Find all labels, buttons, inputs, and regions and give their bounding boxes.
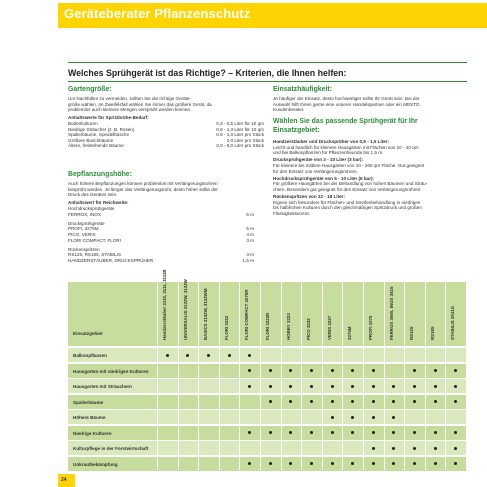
text-line: besprüht werden. Je länger das Verlängerungsrohr, desto höher sollte der — [68, 186, 218, 192]
matrix-column-header — [263, 284, 277, 342]
matrix-dot — [310, 369, 313, 372]
matrix-column-divider — [157, 282, 158, 470]
matrix-dot — [434, 431, 437, 434]
block-line: Eignen sich besonders für Flächen- und Streifenbehandlung in niedrigen — [273, 199, 421, 205]
matrix-dot — [351, 416, 354, 419]
matrix-dot — [248, 354, 251, 357]
matrix-dot — [269, 462, 272, 465]
matrix-dot — [269, 369, 272, 372]
block-title: Rückenspritzen von 12 - 18 Liter: — [273, 193, 345, 199]
text-line: Kundenberater. — [273, 107, 305, 113]
matrix-dot — [372, 385, 375, 388]
matrix-corner-label: Einsatzgebiet — [73, 331, 103, 336]
matrix-column-label: RS125 — [409, 326, 415, 340]
text-line: Je häufiger der Einsatz, desto hochwertiger sollte Ihr Gerät sein. Bei der — [273, 96, 420, 101]
table-row-key: Größere Buschbäume — [68, 137, 114, 143]
matrix-dot — [434, 400, 437, 403]
matrix-row — [68, 348, 467, 362]
matrix-column-divider — [445, 282, 446, 470]
matrix-column-divider — [466, 282, 467, 470]
matrix-dot — [392, 385, 395, 388]
block-title: Handzerstäuber und Drucksprüher von 0,5 - 1,5 Liter: — [273, 139, 390, 144]
matrix-dot — [454, 385, 457, 388]
matrix-column-divider — [363, 282, 364, 470]
matrix-dot — [392, 431, 395, 434]
matrix-column-label: UNIVERSALIS 3132W, 3133W — [182, 279, 188, 340]
matrix-dot — [310, 462, 313, 465]
matrix-dot — [331, 462, 334, 465]
matrix-dot — [207, 354, 210, 357]
table-row-key: FERROX, INOX — [68, 211, 101, 217]
matrix-column-header — [181, 279, 195, 342]
matrix-dot — [413, 447, 416, 450]
device-matrix — [68, 269, 467, 470]
matrix-dot — [248, 385, 251, 388]
table-row-value: 4 m — [246, 231, 254, 237]
text-line: Um Nachfüllen zu vermeiden, sollten Sie die richtige Geräte- — [68, 96, 192, 101]
matrix-row-label: Kulturpflege in der Forstwirtschaft — [73, 446, 149, 451]
matrix-dot — [331, 369, 334, 372]
table-row-key: Spalierbäume, Spindelbüsche — [68, 132, 130, 138]
matrix-row-label: Hausgarten mit niedrigen Kulturen — [73, 368, 149, 374]
matrix-column-label: HOBBY 3223 — [285, 313, 291, 340]
matrix-dot — [413, 462, 416, 465]
matrix-dot — [269, 400, 272, 403]
matrix-dot — [351, 369, 354, 372]
matrix-column-label: FLORI 3232 — [223, 315, 229, 340]
table-row-value: 0,3 - 0,5 Liter für 10 qm — [216, 121, 264, 126]
matrix-dot — [269, 385, 272, 388]
matrix-row — [68, 426, 467, 440]
matrix-row — [68, 410, 467, 424]
matrix-dot — [248, 462, 251, 465]
matrix-column-label: 3275M — [347, 326, 353, 340]
matrix-column-header — [222, 284, 236, 342]
matrix-dot — [289, 431, 292, 434]
matrix-column-header — [304, 284, 318, 342]
matrix-dot — [372, 369, 375, 372]
table-row-key: FLORI COMPACT, FLORI — [68, 237, 122, 243]
table-row-value: 1,5 m — [242, 257, 254, 263]
matrix-dot — [351, 385, 354, 388]
bepflanzung-text — [68, 181, 218, 198]
matrix-dot — [310, 431, 313, 434]
matrix-row-label: Spalierbäume — [73, 399, 104, 405]
matrix-dot — [392, 462, 395, 465]
table-row-value: 3,0 - 5,0 Liter pro Stück — [216, 143, 264, 149]
matrix-column-header — [387, 284, 401, 342]
table-row-value: 0,5 - 1,0 Liter pro Stück — [216, 132, 264, 138]
matrix-column-label: Handzerstäuber 3110, 3111, 3111B — [162, 269, 167, 340]
matrix-column-label: BASICS 3132W, 3132WM — [203, 288, 209, 340]
matrix-column-label: PICO 3232 — [306, 318, 312, 340]
text-line: Druck des Gerätes sein. — [68, 192, 118, 198]
matrix-column-divider — [301, 282, 302, 470]
matrix-column-divider — [219, 282, 220, 470]
block-title: Hochdrucksprühgeräte von 5 - 10 Liter (6 bar): — [273, 175, 375, 181]
matrix-row — [68, 457, 467, 471]
matrix-row-label: Hausgarten mit Sträuchern — [73, 384, 132, 389]
text-line: Auch höhere Bepflanzungen können problemlos mit Verlängerungsrohren — [68, 181, 218, 186]
matrix-dot — [413, 369, 416, 372]
matrix-dot — [372, 416, 375, 419]
matrix-dot — [186, 354, 189, 357]
group-title: Drucksprühgeräte — [68, 220, 105, 226]
block-line: bis halbhohen Kulturen durch den gleichmäßigen Spritzdruck und großen — [273, 205, 422, 211]
matrix-dot — [351, 431, 354, 434]
page-title: Geräteberater Pflanzenschutz — [64, 6, 251, 21]
matrix-dot — [310, 400, 313, 403]
matrix-column-header — [201, 284, 215, 342]
einsatzhaeufigkeit-heading: Einsatzhäufigkeit: — [273, 86, 332, 93]
matrix-dot — [372, 447, 375, 450]
matrix-column-divider — [384, 282, 385, 470]
matrix-row — [68, 441, 467, 455]
page-number-box — [58, 474, 75, 487]
matrix-dot — [331, 431, 334, 434]
matrix-column-label: FLORI COMPACT 3270R — [244, 289, 250, 340]
top-rule — [68, 62, 467, 63]
matrix-dot — [434, 369, 437, 372]
matrix-dot — [289, 462, 292, 465]
matrix-dot — [413, 385, 416, 388]
bepflanzung-heading: Bepflanzungshöhe: — [68, 171, 132, 178]
matrix-row — [68, 395, 467, 409]
matrix-dot — [372, 400, 375, 403]
group-title: Rückenspritzen — [68, 246, 100, 252]
einsatzgebiet-heading-2: Einsatzgebiet: — [273, 127, 320, 134]
table-row-value: 3 m — [246, 252, 254, 258]
matrix-dot — [454, 462, 457, 465]
matrix-dot — [331, 385, 334, 388]
matrix-column-label: FLORI 3232R — [265, 312, 270, 340]
matrix-column-header — [284, 284, 298, 342]
matrix-dot — [413, 400, 416, 403]
matrix-row-label: Balkonpflanzen — [73, 353, 107, 358]
table-row-value: 0,8 - 1,3 Liter für 10 qm — [216, 126, 264, 132]
matrix-column-label: PROFI 3270 — [368, 315, 373, 340]
matrix-dot — [454, 369, 457, 372]
matrix-column-header — [428, 284, 442, 342]
matrix-column-header — [366, 284, 380, 342]
block-line: Leicht und handlich für kleinere Hausgärten mit Flächen von 10 - 40 qm — [273, 144, 419, 150]
gartengroesse-heading: Gartengröße: — [68, 86, 112, 93]
matrix-column-divider — [260, 282, 261, 470]
matrix-dot — [392, 447, 395, 450]
matrix-row — [68, 364, 467, 378]
gartengroesse-text — [68, 96, 212, 113]
matrix-column-label: STABILIS 3541G — [450, 305, 456, 340]
matrix-dot — [454, 431, 457, 434]
table-row-value: 2,0 Liter pro Stück — [226, 137, 264, 143]
matrix-dot — [372, 431, 375, 434]
matrix-dot — [351, 462, 354, 465]
block-line: Flüssigkeitsvorrat. — [273, 210, 311, 216]
matrix-dot — [248, 431, 251, 434]
matrix-column-header — [407, 284, 421, 342]
header-banner — [58, 3, 487, 28]
matrix-dot — [434, 462, 437, 465]
matrix-dot — [248, 369, 251, 372]
matrix-column-header — [242, 284, 256, 342]
table-row-key: PROFI, 3275M — [68, 226, 99, 232]
matrix-dot — [166, 354, 169, 357]
matrix-column-header — [448, 284, 462, 342]
matrix-dot — [331, 400, 334, 403]
block-line: chern. Besonders gut geeignet für den Einsatz von Verlängerungsrohren. — [273, 186, 422, 192]
bepflanzung-anhalt-label: Anhaltswert für Reichweite: — [68, 200, 129, 205]
matrix-dot — [434, 447, 437, 450]
matrix-dot — [392, 400, 395, 403]
matrix-dot — [413, 431, 416, 434]
matrix-dot — [351, 400, 354, 403]
matrix-dot — [228, 354, 231, 357]
gartengroesse-anhalt-label: Anhaltswerte für Spritzbrühe-Bedarf: — [68, 115, 149, 120]
matrix-dot — [331, 416, 334, 419]
matrix-dot — [454, 447, 457, 450]
table-row-value: 6 m — [246, 211, 254, 217]
table-row-key: Niedrige Sträucher (z. B. Rosen) — [68, 126, 135, 132]
matrix-header — [68, 269, 467, 346]
einsatzgebiet-heading-1: Wählen Sie das passende Sprühgerät für Ihr — [273, 118, 418, 125]
block-line: für den Einsatz von Verlängerungsrohren. — [273, 168, 358, 174]
matrix-dot — [289, 369, 292, 372]
matrix-dot — [454, 400, 457, 403]
matrix-column-divider — [322, 282, 323, 470]
matrix-column-divider — [198, 282, 199, 470]
matrix-dot — [289, 400, 292, 403]
matrix-dot — [434, 385, 437, 388]
matrix-dot — [269, 431, 272, 434]
table-row-key: Ältere, freistehende Bäume — [68, 143, 124, 149]
text-line: Auswahl hilft Ihnen gerne eine unserer Handelspartner oder ein MESTO — [273, 101, 420, 107]
table-row-key: Bodenkulturen — [68, 121, 98, 126]
matrix-row-label: Niedrige Kulturen — [73, 430, 112, 436]
matrix-dot — [372, 462, 375, 465]
table-row-value: 5 m — [246, 226, 254, 232]
table-row-key: RS125, RS185, STABILIS — [68, 252, 122, 258]
matrix-row-label: Unkrautbekämpfung — [73, 461, 118, 467]
matrix-column-header — [325, 284, 339, 342]
matrix-column-divider — [178, 282, 179, 470]
matrix-dot — [310, 385, 313, 388]
matrix-dot — [289, 385, 292, 388]
matrix-dot — [392, 416, 395, 419]
einsatzhaeufigkeit-text — [273, 96, 420, 113]
main-title: Welches Sprühgerät ist das Richtige? – Kriterien, die Ihnen helfen: — [68, 68, 347, 78]
matrix-row — [68, 379, 467, 393]
page-number: 24 — [61, 477, 67, 483]
matrix-row-label: Höhere Bäume — [73, 415, 106, 420]
matrix-column-divider — [281, 282, 282, 470]
text-line: problemlos auch kleinere Mengen versprüht werden können. — [68, 107, 192, 113]
matrix-column-divider — [239, 282, 240, 470]
matrix-column-divider — [425, 282, 426, 470]
block-line: Für größere Hausgärten bei der Behandlung von hohen Bäumen und Sträu- — [273, 181, 428, 187]
text-line: größe wählen. Im Zweifelsfall wählen Sie immer das größere Gerät, da — [68, 101, 212, 107]
matrix-column-label: VERIS 3237 — [326, 315, 332, 340]
matrix-column-header — [160, 269, 174, 342]
matrix-column-label: RS185 — [429, 326, 435, 340]
table-row-key: HANDZERSTÄUBER, DRUCKSPRÜHER — [68, 257, 154, 263]
title-rule — [68, 81, 467, 82]
group-title: Hochdrucksprühgeräte — [68, 206, 115, 211]
block-title: Drucksprühgeräte von 3 - 10 Liter (3 bar): — [273, 157, 364, 163]
table-row-value: 3 m — [246, 237, 254, 243]
matrix-column-divider — [342, 282, 343, 470]
matrix-column-header — [345, 284, 359, 342]
matrix-column-divider — [404, 282, 405, 470]
table-row-key: PICO, VERIS — [68, 231, 96, 237]
block-line: Für kleinere bis mittlere Hausgärten von 10 - 200 qm Fläche. Gut geeignet — [273, 162, 425, 168]
block-line: und bei Balkonpflanzen für Pflanzenfreunde bis 1,5 m. — [273, 150, 384, 156]
matrix-column-label: FERROX 3565, INOX 3615 — [388, 286, 394, 340]
